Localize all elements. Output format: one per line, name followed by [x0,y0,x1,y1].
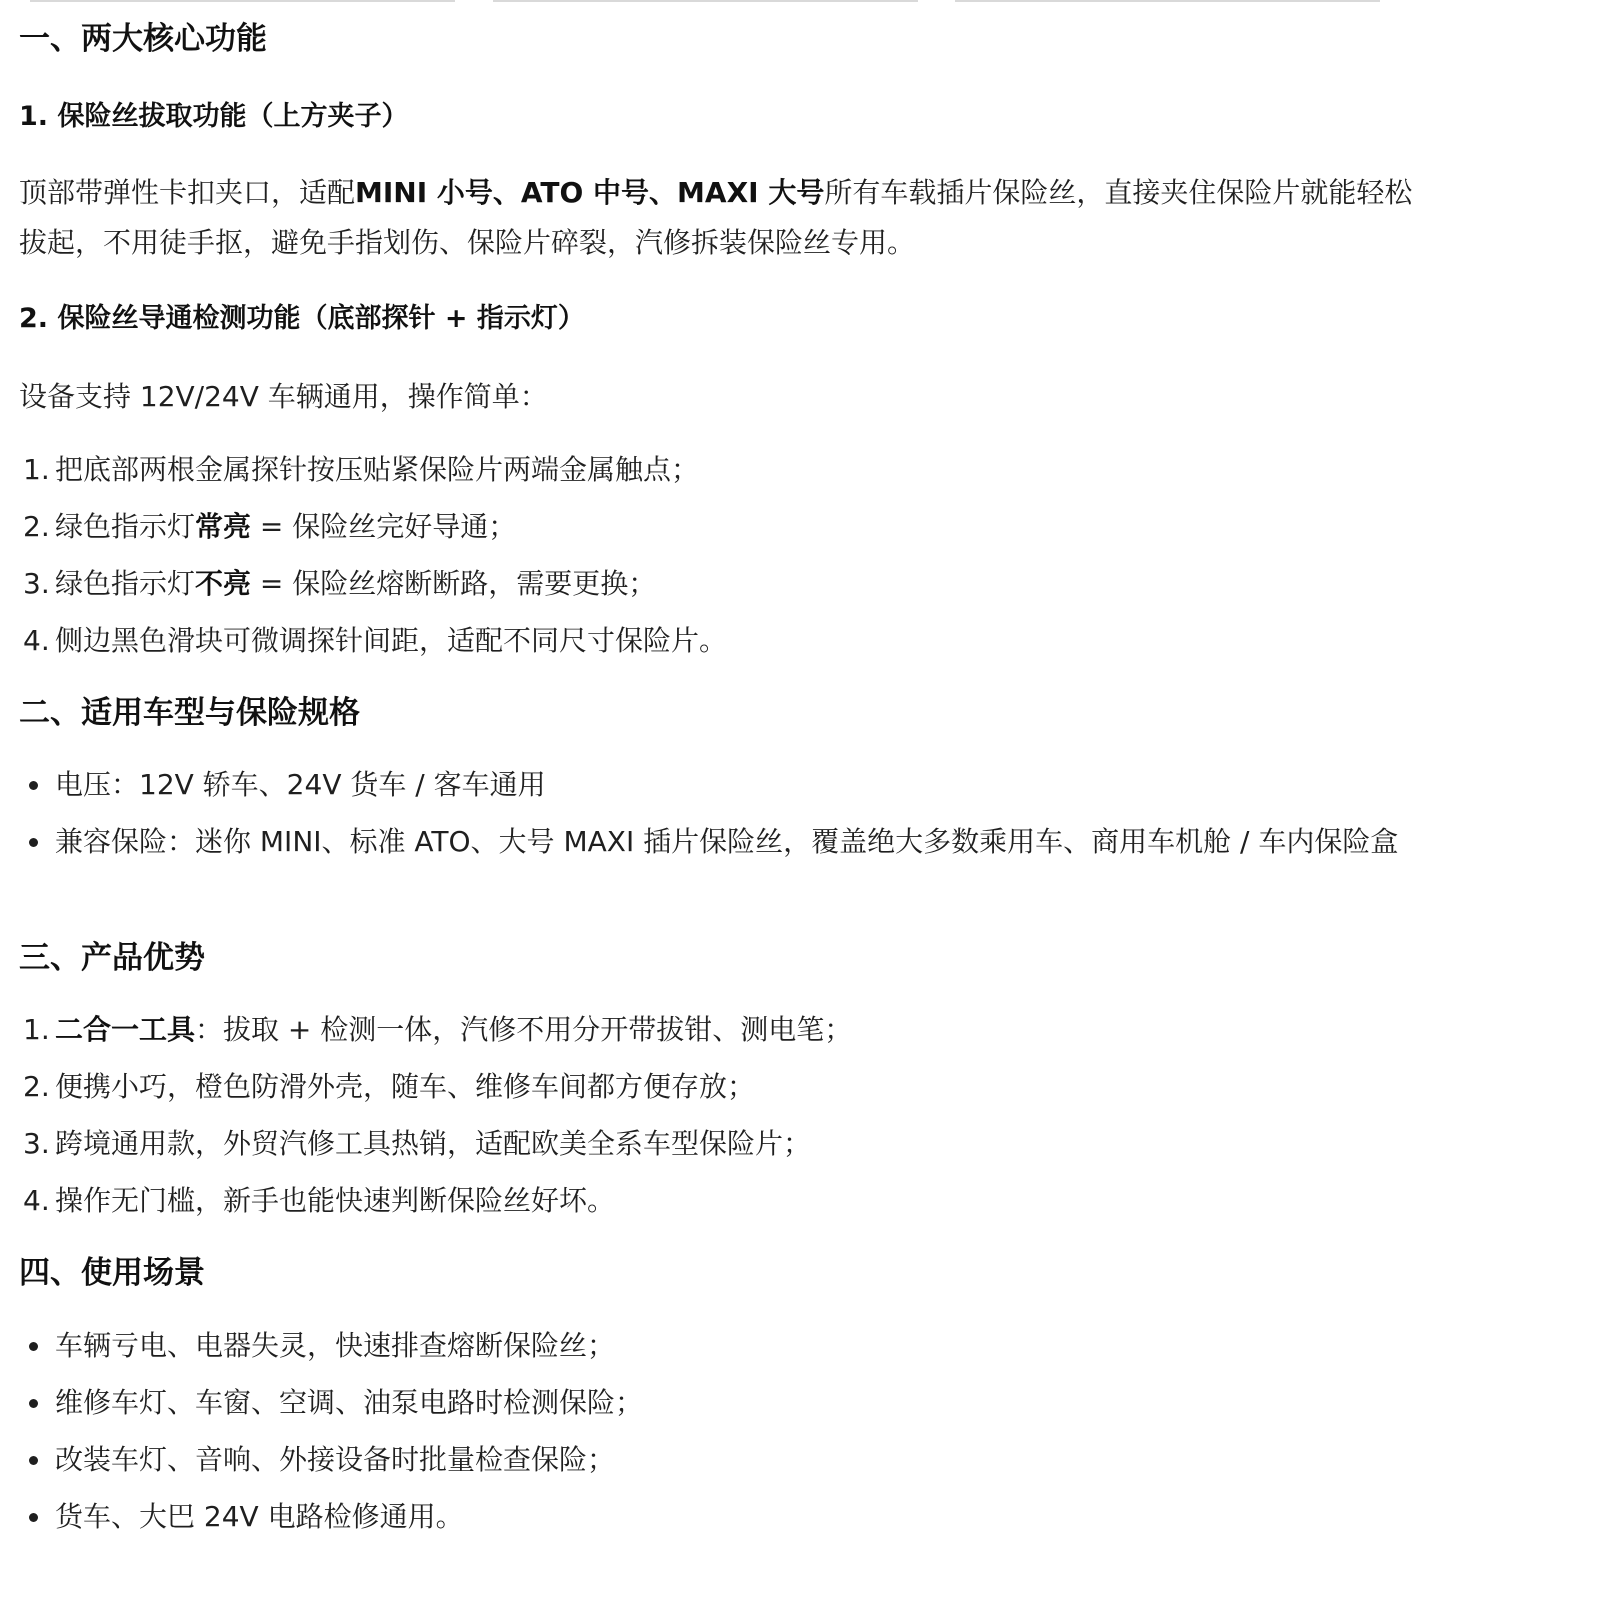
advantages-list [19,1008,1419,1236]
list-item [19,1324,1419,1381]
list-number: 1. [23,453,50,486]
list-text: 电压：12V 轿车、24V 货车 / 客车通用 [55,768,546,801]
list-text: 跨境通用款，外贸汽修工具热销，适配欧美全系车型保险片； [55,1127,812,1160]
list-text: = 保险丝熔断断路，需要更换； [251,567,657,600]
list-number: 4. [23,1184,50,1217]
list-bold-text: 常亮 [195,510,252,543]
list-item [19,1179,1419,1236]
bullet-icon [29,1513,38,1522]
list-text: 便携小巧，橙色防滑外壳，随车、维修车间都方便存放； [55,1070,756,1103]
top-divider-lines [30,0,1420,2]
list-bold-text: 二合一工具 [55,1013,196,1046]
list-number: 4. [23,624,50,657]
bullet-icon [29,1342,38,1351]
list-number: 2. [23,1070,50,1103]
divider-segment [30,0,455,2]
bullet-icon [29,781,38,790]
section-heading-use-cases: 四、使用场景 [19,1255,205,1291]
list-text: 操作无门槛，新手也能快速判断保险丝好坏。 [55,1184,616,1217]
list-text: 维修车灯、车窗、空调、油泵电路时检测保险； [55,1386,644,1419]
list-item [19,1122,1419,1179]
divider-segment [955,0,1380,2]
list-text: ：拔取 + 检测一体，汽修不用分开带拔钳、测电笔； [195,1013,853,1046]
list-item [19,1438,1419,1495]
bullet-icon [29,1456,38,1465]
section-heading-advantages: 三、产品优势 [19,940,205,976]
list-item [19,562,1419,619]
test-steps-list [19,448,1419,676]
text-run: 顶部带弹性卡扣夹口，适配 [19,176,356,209]
text-run: 所有车载插片保险丝，直接夹住保险片就能轻松拔起，不用徒手抠，避免手指划伤、保险片碎裂，汽修拆装保险丝专用。 [19,176,1413,259]
paragraph-fuse-puller [19,168,1419,268]
list-number: 3. [23,567,50,600]
list-item [19,763,1419,820]
paragraph-test-intro: 设备支持 12V/24V 车辆通用，操作简单： [19,380,548,413]
use-cases-list [19,1324,1419,1552]
section-heading-compatibility: 二、适用车型与保险规格 [19,695,360,731]
list-text: = 保险丝完好导通； [251,510,517,543]
list-item [19,448,1419,505]
bullet-icon [29,838,38,847]
list-text: 改装车灯、音响、外接设备时批量检查保险； [55,1443,616,1476]
bold-fuse-sizes: MINI 小号、ATO 中号、MAXI 大号 [355,176,825,209]
list-bold-text: 不亮 [195,567,252,600]
list-item [19,619,1419,676]
subheading-fuse-puller: 1. 保险丝拔取功能（上方夹子） [19,101,409,132]
list-text: 把底部两根金属探针按压贴紧保险片两端金属触点； [55,453,700,486]
list-text: 兼容保险：迷你 MINI、标准 ATO、大号 MAXI 插片保险丝，覆盖绝大多数乘用车、商用车机舱 / 车内保险盒 [55,825,1399,858]
list-item [19,1495,1419,1552]
list-item [19,505,1419,562]
section-heading-core-functions: 一、两大核心功能 [19,21,267,57]
list-number: 1. [23,1013,50,1046]
list-text: 车辆亏电、电器失灵，快速排查熔断保险丝； [55,1329,616,1362]
subheading-continuity-test: 2. 保险丝导通检测功能（底部探针 + 指示灯） [19,303,585,334]
list-item [19,1008,1419,1065]
divider-segment [493,0,918,2]
list-text: 绿色指示灯 [55,567,196,600]
list-item [19,1381,1419,1438]
list-number: 3. [23,1127,50,1160]
list-item [19,820,1419,877]
list-text: 绿色指示灯 [55,510,196,543]
compatibility-list [19,763,1419,877]
list-item [19,1065,1419,1122]
list-text: 侧边黑色滑块可微调探针间距，适配不同尺寸保险片。 [55,624,728,657]
bullet-icon [29,1399,38,1408]
list-text: 货车、大巴 24V 电路检修通用。 [55,1500,464,1533]
list-number: 2. [23,510,50,543]
